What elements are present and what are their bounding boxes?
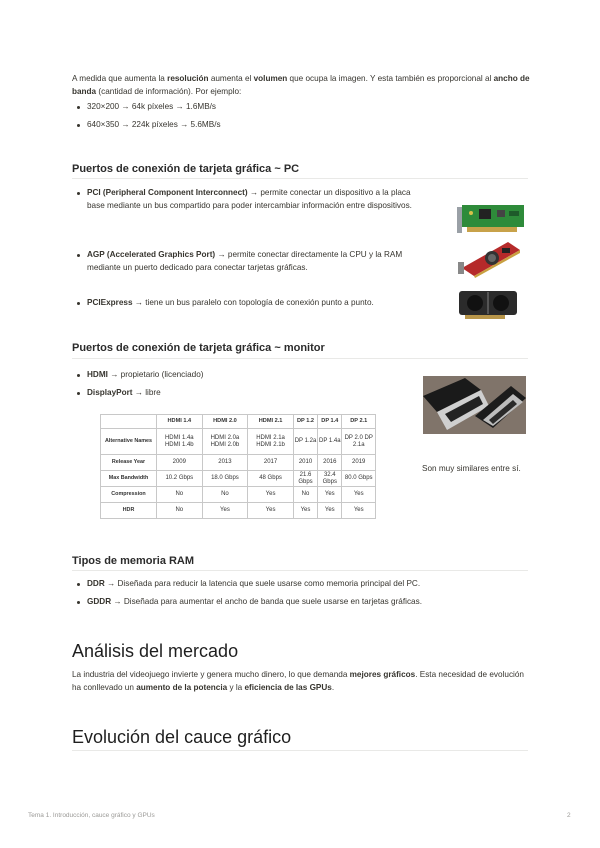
table-cell: 2013: [202, 455, 248, 471]
table-row: [101, 429, 376, 455]
market-bold-graphics: mejores gráficos: [349, 670, 416, 679]
intro-text-2: aumenta el: [208, 74, 254, 83]
table-cell: No: [157, 503, 203, 519]
pcie-list: [72, 297, 427, 310]
gddr-description: → Diseñada para aumentar el ancho de banda que suele usarse en tarjetas gráficas.: [111, 596, 422, 606]
table-row: [101, 455, 376, 471]
list-item-pcie: [72, 297, 427, 310]
table-cell: Yes: [318, 487, 342, 503]
table-cell: No: [157, 487, 203, 503]
market-text-2: . Esta necesidad de evolución ha conllevado un: [72, 670, 524, 692]
table-cell: DP 1.4a: [318, 429, 342, 455]
agp-description: → permite conectar directamente la CPU y la RAM mediante un puerto dedicado para conectar tarjetas gráficas.: [87, 250, 403, 272]
table-cell: 10.2 Gbps: [157, 471, 203, 487]
market-text-1: La industria del videojuego invierte y genera mucho dinero, lo que demanda: [72, 670, 350, 679]
pci-card-image: [455, 199, 527, 237]
list-item-ddr: [72, 578, 532, 591]
ddr-label: DDR: [87, 579, 105, 588]
market-bold-power: aumento de la potencia: [136, 682, 228, 692]
divider: [72, 570, 528, 571]
intro-bold-resolution: resolución: [167, 74, 209, 83]
market-analysis-heading: Análisis del mercado: [72, 641, 239, 661]
table-cell: Yes: [318, 503, 342, 519]
pcie-card-image: [457, 287, 519, 321]
similarity-note: Son muy similares entre sí.: [422, 464, 521, 473]
market-analysis-paragraph: [72, 669, 532, 694]
monitor-ports-list: [72, 369, 392, 400]
table-cell: Yes: [342, 487, 376, 503]
table-cell: 2009: [157, 455, 203, 471]
list-item: 320×200 → 64k píxeles → 1.6MB/s: [72, 101, 532, 114]
divider: [72, 178, 528, 179]
table-row-header: Release Year: [101, 455, 157, 471]
list-item-pci: [72, 187, 427, 212]
table-cell: DP 2.0 DP 2.1a: [342, 429, 376, 455]
market-bold-efficiency: eficiencia de las GPUs: [244, 682, 332, 692]
table-cell: HDMI 1.4a HDMI 1.4b: [157, 429, 203, 455]
table-row-header: Max Bandwidth: [101, 471, 157, 487]
pci-label: PCI (Peripheral Component Interconnect): [87, 188, 248, 197]
pci-description: → permite conectar un dispositivo a la placa base mediante un bus compartido para poder intercambiar información entre dispositivos.: [87, 188, 412, 210]
table-header-cell: DP 2.1: [342, 415, 376, 429]
agp-label: AGP (Accelerated Graphics Port): [87, 250, 216, 259]
table-cell: 2016: [318, 455, 342, 471]
list-item-agp: [72, 249, 427, 274]
table-cell: No: [293, 487, 317, 503]
ddr-description: → Diseñada para reducir la latencia que suele usarse como memoria principal del PC.: [104, 579, 421, 588]
ram-types-list: [72, 578, 532, 609]
table-cell: 21.6 Gbps: [293, 471, 317, 487]
list-item-gddr: [72, 596, 532, 609]
table-cell: HDMI 2.0a HDMI 2.0b: [202, 429, 248, 455]
intro-bold-volume: volumen: [253, 74, 288, 83]
pc-ports-list: [72, 187, 427, 212]
table-cell: Yes: [202, 503, 248, 519]
table-header-cell: DP 1.2: [293, 415, 317, 429]
ram-types-heading: Tipos de memoria RAM: [72, 555, 195, 567]
table-cell: DP 1.2a: [293, 429, 317, 455]
footer-document-title: Tema 1. Introducción, cauce gráfico y GPUs: [28, 812, 155, 819]
hdmi-label: HDMI: [87, 370, 108, 379]
table-row: [101, 471, 376, 487]
market-text-4: .: [331, 682, 335, 692]
gddr-label: GDDR: [87, 596, 112, 606]
table-row: [101, 487, 376, 503]
graphics-pipeline-heading: Evolución del cauce gráfico: [72, 727, 292, 747]
table-header-cell: HDMI 2.0: [202, 415, 248, 429]
agp-card-image: [456, 238, 524, 278]
table-cell: Yes: [248, 487, 294, 503]
table-row-header: HDR: [101, 503, 157, 519]
table-row: [101, 503, 376, 519]
table-cell: No: [202, 487, 248, 503]
table-cell: HDMI 2.1a HDMI 2.1b: [248, 429, 294, 455]
table-header-cell: HDMI 1.4: [157, 415, 203, 429]
list-item: 640×350 → 224k píxeles → 5.6MB/s: [72, 119, 532, 132]
table-header-cell: DP 1.4: [318, 415, 342, 429]
displayport-label: DisplayPort: [87, 387, 133, 397]
table-cell: 2017: [248, 455, 294, 471]
agp-list: [72, 249, 427, 274]
pcie-label: PCIExpress: [87, 298, 133, 307]
table-header-cell: [101, 415, 157, 429]
hdmi-dp-comparison-table: [100, 414, 376, 519]
pc-ports-heading: Puertos de conexión de tarjeta gráfica ~ PC: [72, 163, 300, 175]
resolution-examples-list: [72, 101, 532, 132]
hdmi-description: → propietario (licenciado): [107, 370, 204, 379]
table-cell: Yes: [342, 503, 376, 519]
intro-text-4: (cantidad de información). Por ejemplo:: [96, 86, 242, 96]
table-cell: Yes: [293, 503, 317, 519]
table-row-header: Compression: [101, 487, 157, 503]
divider: [72, 750, 528, 751]
table-header-cell: HDMI 2.1: [248, 415, 294, 429]
table-cell: 2019: [342, 455, 376, 471]
list-item-displayport: [72, 387, 392, 400]
table-cell: 48 Gbps: [248, 471, 294, 487]
pcie-description: → tiene un bus paralelo con topología de conexión punto a punto.: [132, 298, 374, 307]
table-cell: Yes: [248, 503, 294, 519]
table-cell: 32.4 Gbps: [318, 471, 342, 487]
divider: [72, 358, 528, 359]
table-cell: 2010: [293, 455, 317, 471]
intro-paragraph: [72, 73, 532, 98]
footer-page-number: 2: [567, 812, 571, 819]
table-header-row: [101, 415, 376, 429]
list-item-hdmi: [72, 369, 392, 382]
intro-bold-bandwidth: ancho de banda: [72, 74, 530, 96]
monitor-ports-heading: Puertos de conexión de tarjeta gráfica ~ monitor: [72, 342, 325, 354]
table-cell: 18.0 Gbps: [202, 471, 248, 487]
displayport-description: → libre: [132, 387, 161, 397]
hdmi-displayport-connectors-image: [423, 376, 526, 434]
intro-text-3: que ocupa la imagen. Y esta también es proporcional al: [287, 74, 494, 83]
table-cell: 80.0 Gbps: [342, 471, 376, 487]
market-text-3: y la: [227, 682, 245, 692]
intro-text-1: A medida que aumenta la: [72, 74, 168, 83]
table-row-header: Alternative Names: [101, 429, 157, 455]
